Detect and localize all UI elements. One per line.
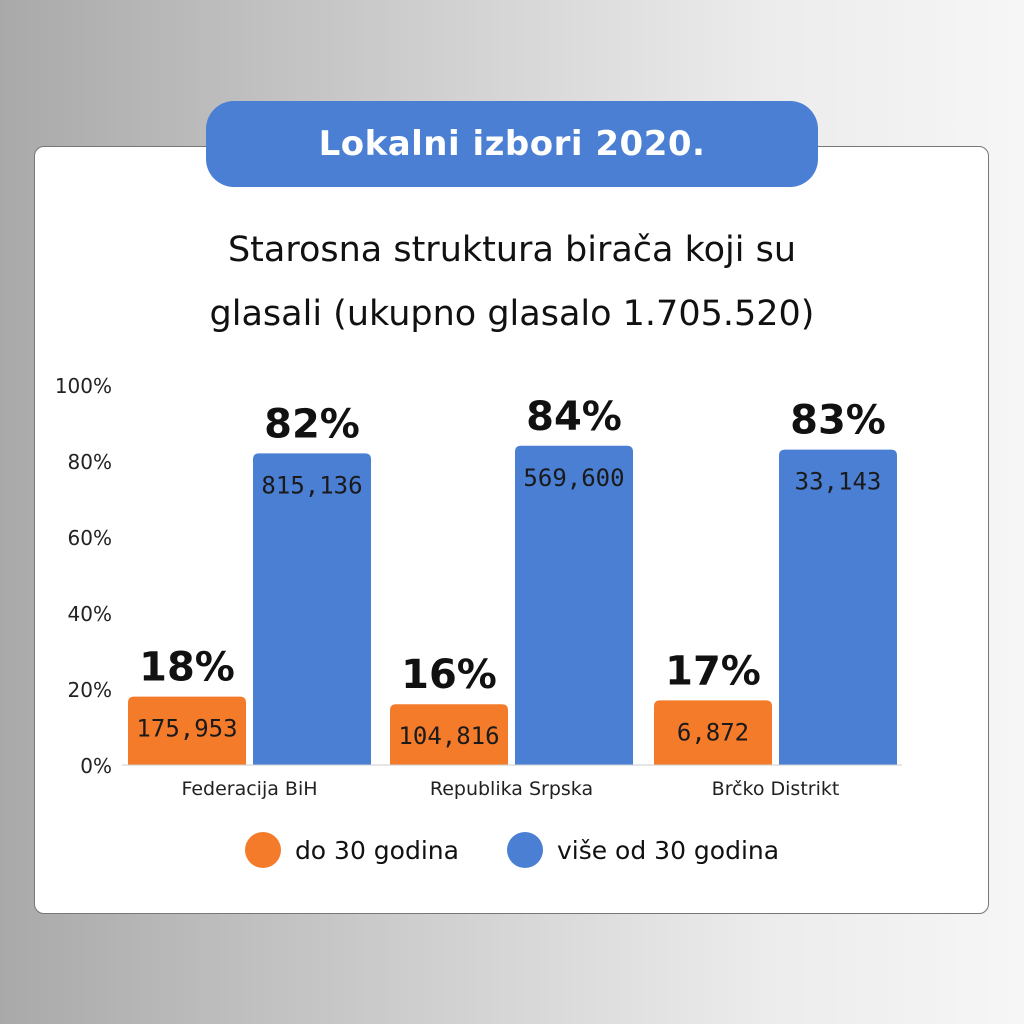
legend-label-over-30: više od 30 godina bbox=[556, 835, 780, 865]
percent-label: 84% bbox=[526, 393, 622, 440]
y-tick-label: 0% bbox=[80, 754, 112, 778]
legend-swatch-blue bbox=[507, 832, 543, 868]
category-label: Federacija BiH bbox=[181, 778, 318, 800]
count-label: 815,136 bbox=[261, 471, 363, 500]
legend bbox=[0, 826, 1024, 874]
chart-title-line-2: glasali (ukupno glasalo 1.705.520) bbox=[209, 294, 815, 334]
count-label: 6,872 bbox=[676, 718, 750, 747]
legend-item-over-30 bbox=[507, 832, 779, 868]
y-tick-label: 40% bbox=[67, 602, 112, 626]
bar bbox=[253, 453, 371, 765]
percent-label: 16% bbox=[401, 652, 497, 699]
chart-title-line-1: Starosna struktura birača koji su bbox=[227, 230, 797, 270]
badge-text: Lokalni izbori 2020. bbox=[318, 124, 706, 164]
category-label: Brčko Distrikt bbox=[711, 778, 840, 800]
percent-label: 83% bbox=[790, 397, 886, 444]
count-label: 175,953 bbox=[136, 714, 238, 743]
legend-item-under-30 bbox=[245, 832, 459, 868]
legend-label-under-30: do 30 godina bbox=[294, 835, 459, 865]
y-tick-label: 60% bbox=[67, 526, 112, 550]
percent-label: 82% bbox=[264, 401, 360, 448]
y-tick-label: 100% bbox=[54, 374, 112, 398]
bar bbox=[515, 446, 633, 765]
percent-label: 18% bbox=[139, 644, 235, 691]
count-label: 569,600 bbox=[523, 463, 625, 492]
category-label: Republika Srpska bbox=[429, 778, 594, 800]
count-label: 33,143 bbox=[794, 467, 882, 496]
count-label: 104,816 bbox=[398, 722, 500, 751]
y-tick-label: 80% bbox=[67, 450, 112, 474]
legend-swatch-orange bbox=[245, 832, 281, 868]
percent-label: 17% bbox=[665, 648, 761, 695]
y-tick-label: 20% bbox=[67, 678, 112, 702]
bar bbox=[779, 450, 897, 765]
